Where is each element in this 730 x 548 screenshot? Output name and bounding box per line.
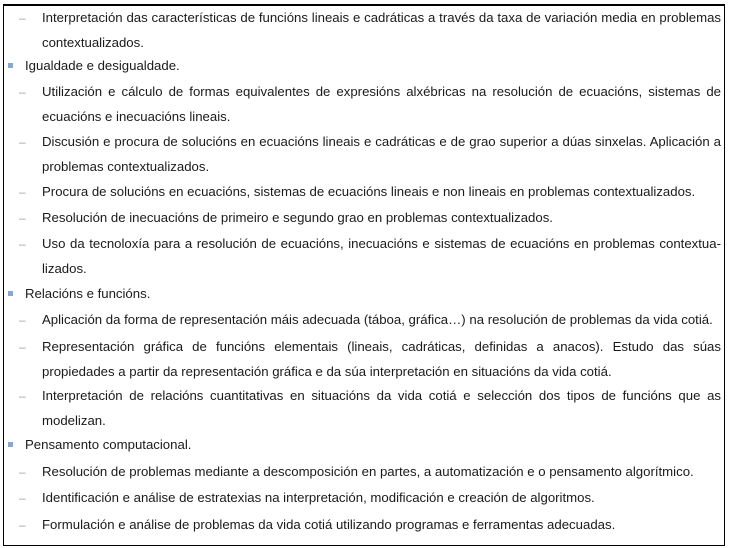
dash-marker: –	[19, 389, 26, 403]
section-heading-text: Igualdade e desigualdade.	[25, 58, 180, 73]
dash-marker: –	[19, 185, 26, 199]
list-item-text: Resolución de problemas mediante a descomposición en partes, a automatización e o pensamento algorítmico.	[42, 464, 694, 479]
list-item-text: Uso da tecnoloxía para a resolución de ecuacións, inecuacións e sistemas de ecuacións en problemas contextua-lizados.	[42, 236, 721, 276]
list-item-text: Interpretación de relacións cuantitativas en situacións da vida cotiá e selección dos tipos de funcións que as modelizan.	[42, 388, 721, 428]
dash-marker: –	[19, 491, 26, 505]
section-heading-text: Pensamento computacional.	[25, 437, 192, 452]
list-item-text: Resolución de inecuacións de primeiro e segundo grao en problemas contextualizados.	[42, 210, 553, 225]
list-item-text: Discusión e procura de solucións en ecuacións lineais e cadráticas e de grao superior a dúas sinxelas. Aplicación a problemas contextualizados.	[42, 134, 721, 174]
dash-marker: –	[19, 11, 26, 25]
list-item-text: Aplicación da forma de representación máis adecuada (táboa, gráfica…) na resolución de problemas da vida cotiá.	[42, 312, 713, 327]
dash-marker: –	[19, 211, 26, 225]
dash-marker: –	[19, 135, 26, 149]
dash-marker: –	[19, 237, 26, 251]
list-item-text: Interpretación das características de funcións lineais e cadráticas a través da taxa de variación media en problemas contextualizados.	[42, 10, 721, 50]
dash-marker: –	[19, 313, 26, 327]
dash-marker: –	[19, 465, 26, 479]
list-item-text: Formulación e análise de problemas da vida cotiá utilizando programas e ferramentas adecuadas.	[42, 517, 616, 532]
dash-marker: –	[19, 518, 26, 532]
section-heading-text: Relacións e funcións.	[25, 286, 151, 301]
list-item-text: Procura de solucións en ecuacións, sistemas de ecuacións lineais e non lineais en problemas contextualizados.	[42, 184, 696, 199]
square-bullet-icon	[8, 442, 13, 447]
square-bullet-icon	[8, 291, 13, 296]
square-bullet-icon	[8, 63, 13, 68]
list-item-text: Utilización e cálculo de formas equivalentes de expresións alxébricas na resolución de ecuacións, sistemas de ecuacións e inecuacións lineais.	[42, 84, 721, 124]
dash-marker: –	[19, 340, 26, 354]
list-item-text: Representación gráfica de funcións elementais (lineais, cadráticas, definidas a anacos). Estudo das súas propiedades a partir da representación gráfica e da súa interpretación en situacións da vida cotiá.	[42, 339, 721, 379]
dash-marker: –	[19, 85, 26, 99]
list-item-text: Identificación e análise de estratexias na interpretación, modificación e creación de algoritmos.	[42, 490, 595, 505]
